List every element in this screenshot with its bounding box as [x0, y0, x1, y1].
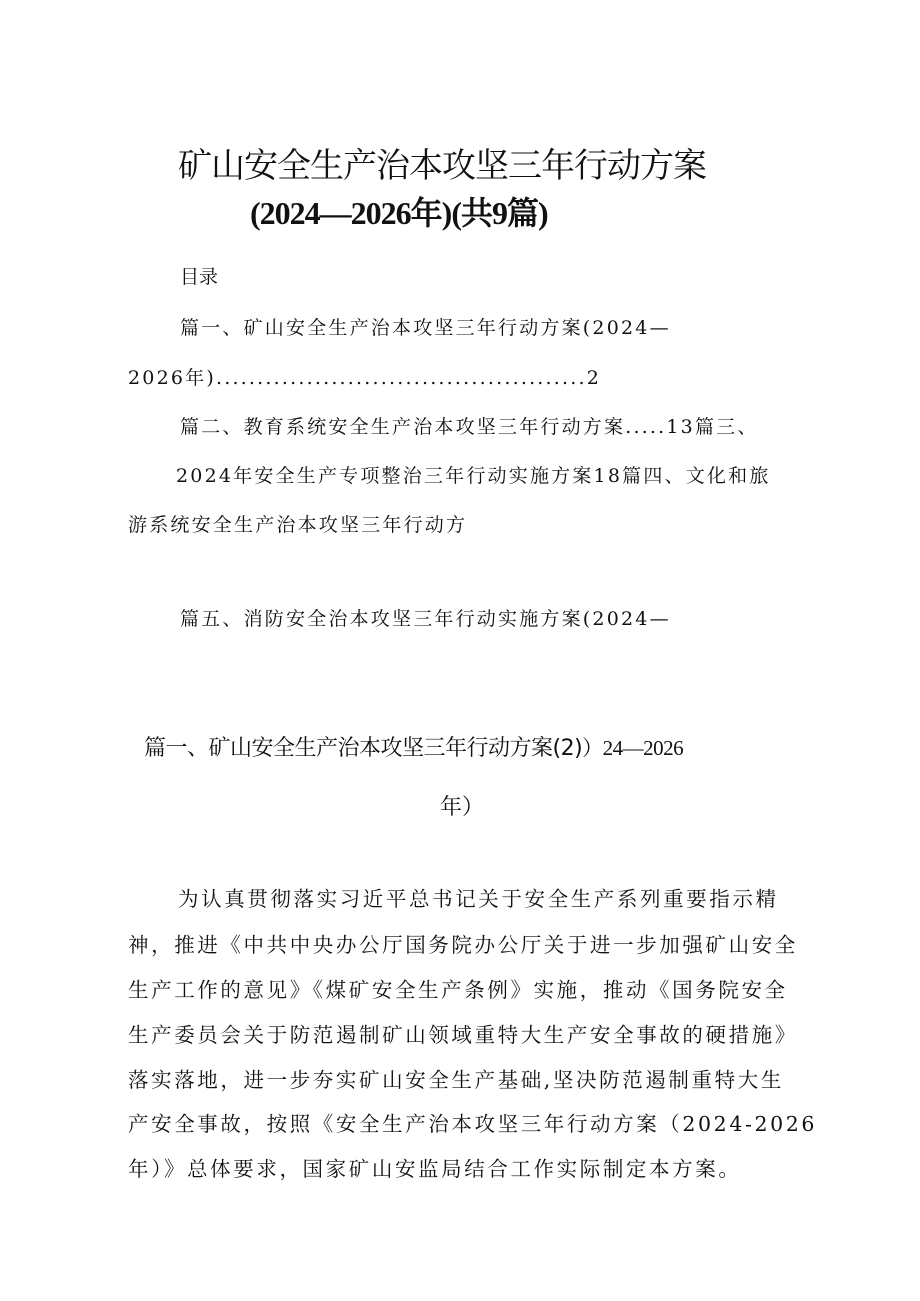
body-paragraph-line: 年）》总体要求，国家矿山安监局结合工作实际制定本方案。	[128, 1157, 742, 1181]
body-paragraph-line: 生产工作的意见》《煤矿安全生产条例》实施，推动《国务院安全	[128, 978, 788, 1002]
body-paragraph-line: 落实落地，进一步夯实矿山安全生产基础,坚决防范遏制重特大生	[128, 1068, 784, 1092]
document-subtitle: (2024—2026年)(共9篇)	[250, 195, 548, 231]
toc-entry-1: 篇一、矿山安全生产治本攻坚三年行动方案(2024—	[180, 317, 671, 339]
section-heading-year: ）24—2026	[582, 736, 684, 760]
toc-entry-1-continued: 2026年).............................................2	[128, 367, 602, 389]
section-heading	[144, 731, 683, 762]
toc-heading: 目录	[180, 266, 219, 288]
body-paragraph-line: 产安全事故，按照《安全生产治本攻坚三年行动方案（2024-2026	[128, 1112, 818, 1136]
section-heading-continued: 年）	[440, 795, 485, 820]
document-title: 矿山安全生产治本攻坚三年行动方案	[178, 146, 706, 186]
toc-entry-4: 游系统安全生产治本攻坚三年行动方	[128, 514, 468, 536]
toc-entry-3: 2024年安全生产专项整治三年行动实施方案18篇四、文化和旅	[176, 465, 771, 487]
body-paragraph-line: 神，推进《中共中央办公厅国务院办公厅关于进一步加强矿山安全	[128, 933, 798, 957]
toc-entry-2: 篇二、教育系统安全生产治本攻坚三年行动方案.....13篇三、	[180, 416, 759, 438]
body-paragraph-line: 为认真贯彻落实习近平总书记关于安全生产系列重要指示精	[178, 887, 779, 911]
toc-entry-5: 篇五、消防安全治本攻坚三年行动实施方案(2024—	[180, 608, 671, 630]
section-heading-main: 篇一、矿山安全生产治本攻坚三年行动方案(2)	[144, 736, 583, 761]
body-paragraph-line: 生产委员会关于防范遏制矿山领域重特大生产安全事故的硬措施》	[128, 1023, 798, 1047]
